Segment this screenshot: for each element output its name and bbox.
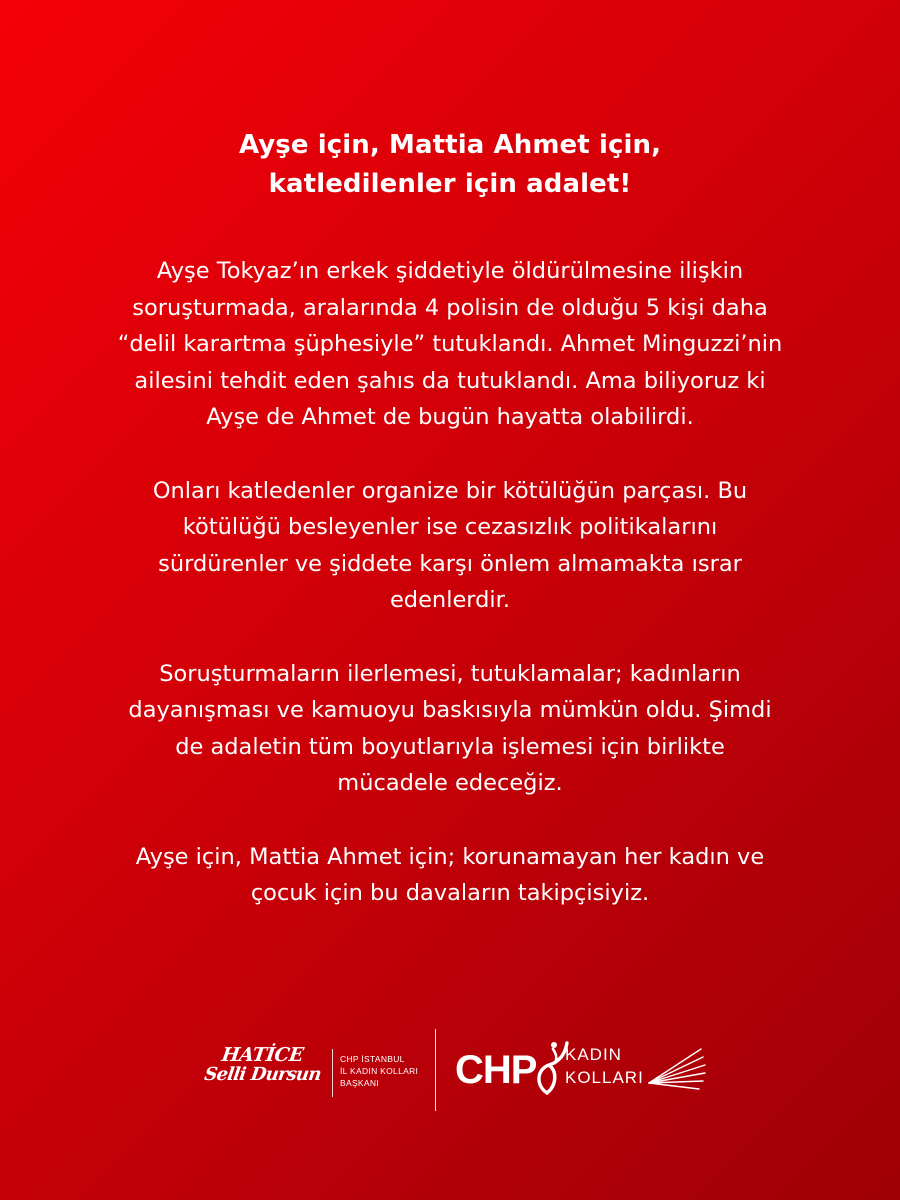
paragraph-1	[50, 253, 850, 436]
divider	[435, 1029, 436, 1111]
paragraph-3	[50, 656, 850, 802]
logo-line-1: KADIN	[565, 1045, 622, 1064]
statement-body	[50, 253, 850, 949]
logo-wordmark: CHP	[455, 1048, 537, 1092]
footer	[0, 1025, 900, 1115]
signature-last-name: Selli Dursun	[203, 1064, 323, 1085]
paragraph-line: sürdürenler ve şiddete karşı önlem almamakta ısrar	[158, 550, 742, 577]
signature-logo	[200, 1045, 325, 1105]
six-arrows-icon	[645, 1043, 707, 1093]
paragraph-line: Ayşe için, Mattia Ahmet için; korunamayan her kadın ve	[135, 843, 765, 870]
paragraph-line: ailesini tehdit eden şahıs da tutuklandı. Ama biliyoruz ki	[134, 367, 766, 394]
paragraph-line: Ayşe de Ahmet de bugün hayatta olabilirdi.	[206, 404, 694, 430]
role-line: CHP İSTANBUL	[340, 1054, 405, 1064]
signature-first-name: HATİCE	[220, 1044, 305, 1066]
paragraph-line: mücadele edeceğiz.	[337, 770, 563, 796]
paragraph-line: Soruşturmaların ilerlemesi, tutuklamalar; kadınların	[159, 660, 741, 687]
headline-line-1: Ayşe için, Mattia Ahmet için,	[238, 130, 662, 160]
paragraph-line: kötülüğü besleyenler ise cezasızlık politikalarını	[182, 514, 718, 540]
headline-line-2: katledilenler için adalet!	[268, 169, 632, 199]
paragraph-2	[50, 473, 850, 619]
paragraph-line: de adaletin tüm boyutlarıyla işlemesi için birlikte	[175, 733, 725, 760]
paragraph-line: soruşturmada, aralarında 4 polisin de olduğu 5 kişi daha	[132, 294, 768, 321]
logo-line-2: KOLLARI	[565, 1068, 644, 1087]
paragraph-4	[50, 839, 850, 912]
divider	[332, 1049, 333, 1097]
paragraph-line: çocuk için bu davaların takipçisiyiz.	[250, 880, 650, 906]
chp-kadin-kollari-logo	[455, 1035, 715, 1105]
paragraph-line: Ayşe Tokyaz’ın erkek şiddetiyle öldürülmesine ilişkin	[156, 258, 744, 284]
paragraph-line: Onları katledenler organize bir kötülüğün parçası. Bu	[152, 477, 748, 504]
paragraph-line: dayanışması ve kamuoyu baskısıyla mümkün oldu. Şimdi	[128, 697, 772, 723]
headline	[60, 126, 840, 204]
role-line: İL KADIN KOLLARI	[340, 1066, 419, 1076]
paragraph-line: edenlerdir.	[389, 587, 511, 613]
role-title	[340, 1053, 432, 1089]
paragraph-line: “delil karartma şüphesiyle” tutuklandı. Ahmet Minguzzi’nin	[117, 331, 783, 357]
role-line: BAŞKANI	[340, 1078, 379, 1088]
